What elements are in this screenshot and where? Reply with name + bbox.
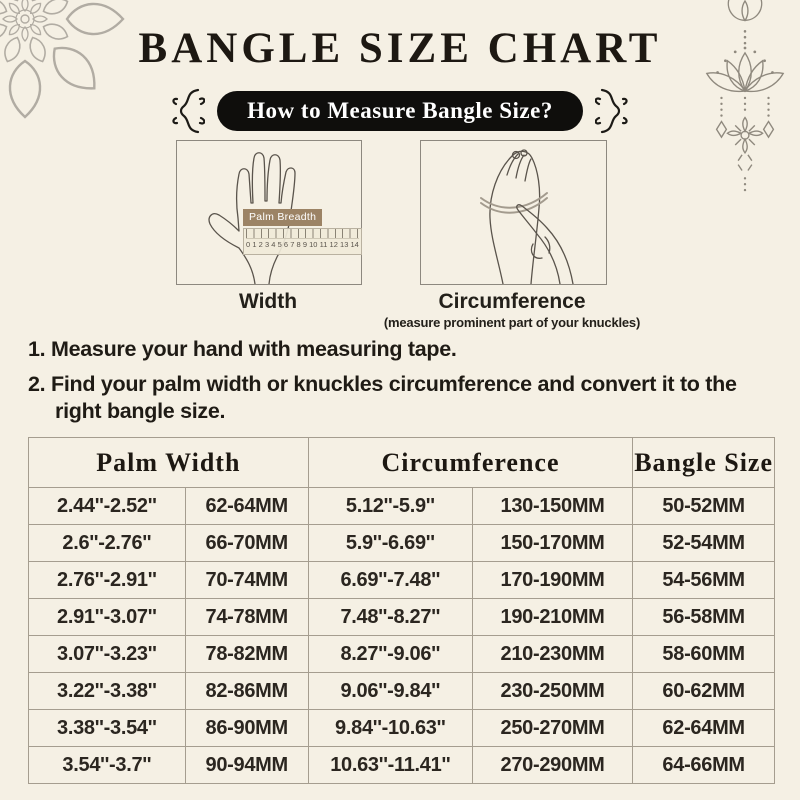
table-cell: 78-82MM [185,636,308,673]
table-cell: 62-64MM [633,710,775,747]
table-row [29,710,775,747]
table-cell: 2.91''-3.07'' [29,599,186,636]
table-cell: 210-230MM [472,636,632,673]
table-cell: 270-290MM [472,747,632,784]
table-cell: 50-52MM [633,488,775,525]
circumference-caption-block [362,290,662,330]
table-cell: 6.69''-7.48'' [308,562,472,599]
ruler-number: 10 [309,240,318,249]
flourish-bracket-right-icon [595,86,629,136]
table-row [29,599,775,636]
table-cell: 9.06''-9.84'' [308,673,472,710]
table-header-row [29,438,775,488]
banner-row [0,86,800,136]
table-row [29,673,775,710]
knuckle-measure-illustration [421,141,606,284]
ruler-number: 6 [283,240,289,249]
ruler-number: 14 [350,240,359,249]
ruler-number: 5 [277,240,282,249]
instruction-step-2: 2. Find your palm width or knuckles circumference and convert it to the right bangle size. [28,371,737,424]
width-caption: Width [238,290,298,313]
ruler-number: 8 [296,240,301,249]
table-cell: 3.07''-3.23'' [29,636,186,673]
ruler-number: 0 [246,240,251,249]
table-row [29,636,775,673]
table-cell: 3.38''-3.54'' [29,710,186,747]
ruler-number: 11 [319,240,328,249]
banner-pill: How to Measure Bangle Size? [217,91,583,131]
table-cell: 58-60MM [633,636,775,673]
ruler-number: 3 [264,240,270,249]
table-cell: 5.12''-5.9'' [308,488,472,525]
table-cell: 150-170MM [472,525,632,562]
circumference-caption: Circumference [438,290,586,313]
table-row [29,525,775,562]
ruler [243,228,362,255]
ruler-numbers [244,239,361,249]
table-cell: 130-150MM [472,488,632,525]
ruler-number: 13 [340,240,349,249]
palm-breadth-tag: Palm Breadth [243,209,322,226]
circumference-note: (measure prominent part of your knuckles) [383,315,641,330]
table-cell: 230-250MM [472,673,632,710]
ruler-number: 7 [290,240,295,249]
table-cell: 8.27''-9.06'' [308,636,472,673]
header-palm-width: Palm Width [29,438,309,488]
table-row [29,562,775,599]
table-cell: 52-54MM [633,525,775,562]
circumference-illustration-box [420,140,607,285]
table-cell: 250-270MM [472,710,632,747]
table-row [29,747,775,784]
table-cell: 82-86MM [185,673,308,710]
table-cell: 70-74MM [185,562,308,599]
ruler-number: 12 [329,240,338,249]
table-row [29,488,775,525]
table-cell: 2.6''-2.76'' [29,525,186,562]
ruler-number: 9 [302,240,307,249]
instruction-step-1: 1. Measure your hand with measuring tape. [28,337,457,361]
table-cell: 54-56MM [633,562,775,599]
bangle-size-table [28,437,775,784]
ruler-number: 2 [258,240,263,249]
table-cell: 60-62MM [633,673,775,710]
flourish-bracket-left-icon [171,86,205,136]
table-cell: 3.22''-3.38'' [29,673,186,710]
table-cell: 7.48''-8.27'' [308,599,472,636]
ruler-ticks [246,229,359,239]
header-circumference: Circumference [308,438,632,488]
ruler-number: 4 [271,240,276,249]
ruler-number: 1 [252,240,257,249]
table-cell: 190-210MM [472,599,632,636]
table-cell: 3.54''-3.7'' [29,747,186,784]
table-cell: 2.44''-2.52'' [29,488,186,525]
table-cell: 9.84''-10.63'' [308,710,472,747]
table-cell: 86-90MM [185,710,308,747]
width-illustration-box [176,140,362,285]
table-cell: 10.63''-11.41'' [308,747,472,784]
table-cell: 74-78MM [185,599,308,636]
table-cell: 2.76''-2.91'' [29,562,186,599]
table-cell: 66-70MM [185,525,308,562]
table-cell: 170-190MM [472,562,632,599]
instructions [28,336,770,433]
table-cell: 56-58MM [633,599,775,636]
table-cell: 64-66MM [633,747,775,784]
table-cell: 5.9''-6.69'' [308,525,472,562]
table-cell: 62-64MM [185,488,308,525]
page-title: BANGLE SIZE CHART [138,25,662,72]
header-bangle-size: Bangle Size [633,438,775,488]
table-cell: 90-94MM [185,747,308,784]
